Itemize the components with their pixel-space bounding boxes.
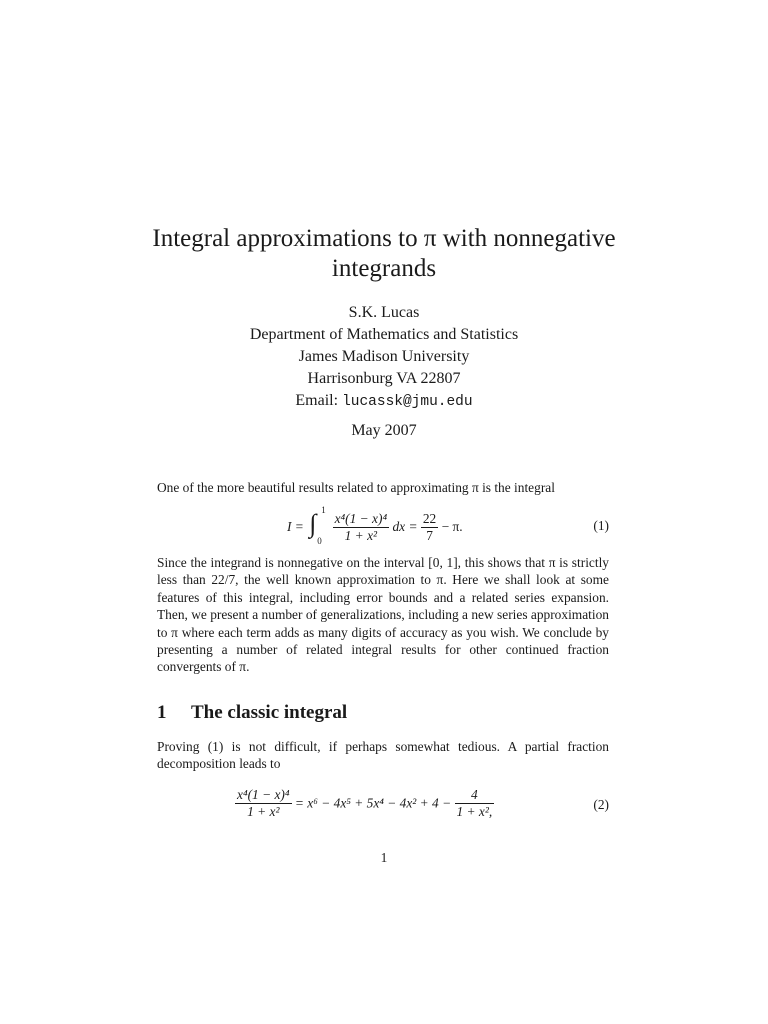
author-university: James Madison University — [298, 348, 470, 365]
integral-sign — [307, 505, 329, 546]
section-number: 1 — [157, 702, 167, 723]
page-number: 1 — [380, 850, 388, 865]
paper-title: Integral approximations to π with nonnegative integrands — [152, 225, 616, 282]
author-block — [140, 302, 628, 413]
equation-2-body — [235, 787, 494, 820]
integral-lower-limit: 0 — [317, 536, 322, 546]
eq1-denominator: 1 + x² — [344, 527, 378, 543]
author-email-line — [140, 390, 628, 413]
eq1-dx: dx = — [392, 519, 418, 534]
eq2-left-fraction — [235, 787, 292, 820]
eq2-right-fraction — [455, 787, 495, 820]
author-address: Harrisonburg VA 22807 — [307, 370, 461, 387]
eq2-middle: = x⁶ − 4x⁵ + 5x⁴ − 4x² + 4 − — [294, 795, 452, 811]
equation-2-number: (2) — [593, 797, 609, 812]
integral-symbol: ∫ — [309, 509, 317, 538]
eq1-ratio — [421, 511, 438, 544]
equation-1 — [157, 505, 609, 548]
eq2-right-den: 1 + x², — [456, 804, 493, 819]
eq1-ratio-den: 7 — [426, 527, 433, 543]
integral-upper-limit: 1 — [321, 505, 326, 515]
eq1-lhs: I = — [287, 519, 304, 534]
equation-2 — [157, 787, 609, 827]
section-1-heading — [157, 702, 609, 724]
equation-1-number: (1) — [593, 518, 609, 533]
paper-date: May 2007 — [351, 422, 417, 439]
email-address: lucassk@jmu.edu — [342, 394, 473, 410]
author-department: Department of Mathematics and Statistics — [249, 326, 519, 343]
section-title: The classic integral — [191, 702, 348, 723]
email-label: Email: — [295, 392, 339, 409]
eq1-fraction — [333, 511, 390, 544]
author-name: S.K. Lucas — [348, 304, 420, 321]
eq1-numerator: x⁴(1 − x)⁴ — [334, 510, 388, 526]
eq2-right-num: 4 — [455, 787, 495, 804]
eq1-ratio-num: 22 — [422, 510, 437, 526]
abstract-body: Since the integrand is nonnegative on the interval [0, 1], this shows that π is strictly less than 22/7, the well known approximation to π. Here we shall look at some features of this integral, including error bounds and a related series expansion. Then, we present a number of generalizations, including a new series approximation to π where each term adds as many digits of accuracy as you wish. We conclude by presenting a number of related integral results for other continued fraction convergents of π. — [157, 555, 609, 675]
eq2-left-den: 1 + x² — [247, 804, 280, 819]
section-1-text: Proving (1) is not difficult, if perhaps somewhat tedious. A partial fraction decomposition leads to — [157, 739, 609, 772]
abstract-intro: One of the more beautiful results related to approximating π is the integral — [157, 480, 555, 495]
equation-1-body — [287, 505, 463, 546]
eq2-left-num: x⁴(1 − x)⁴ — [237, 787, 290, 802]
eq1-tail: − π. — [441, 519, 463, 534]
